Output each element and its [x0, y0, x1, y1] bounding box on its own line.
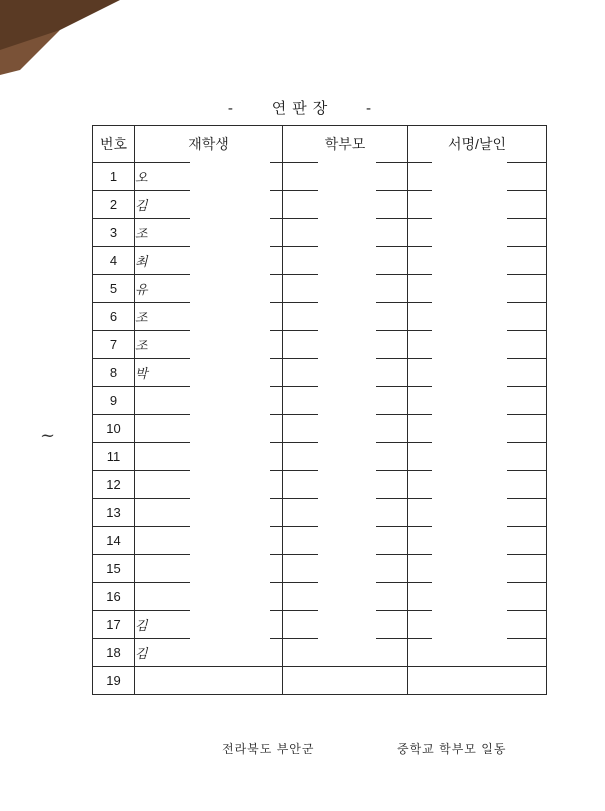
title-text: 연판장 [271, 99, 334, 117]
row-student: 조 [135, 331, 283, 359]
row-number: 9 [93, 387, 135, 415]
row-number: 4 [93, 247, 135, 275]
row-number: 16 [93, 583, 135, 611]
footer-signatories: 중학교 학부모 일동 [397, 742, 507, 756]
row-student: 김 [135, 639, 283, 667]
row-number: 7 [93, 331, 135, 359]
header-student: 재학생 [135, 126, 283, 163]
row-number: 8 [93, 359, 135, 387]
row-number: 17 [93, 611, 135, 639]
row-student: 박 [135, 359, 283, 387]
row-student: 조 [135, 219, 283, 247]
row-number: 14 [93, 527, 135, 555]
table-row [93, 667, 547, 695]
footer-region: 전라북도 부안군 [222, 742, 315, 756]
row-parent [283, 667, 408, 695]
row-number: 5 [93, 275, 135, 303]
table-header-row [93, 126, 547, 163]
redaction-signature [432, 162, 507, 660]
row-student: 김 [135, 191, 283, 219]
document-title: - 연판장 - [227, 99, 378, 117]
row-student [135, 667, 283, 695]
row-number: 12 [93, 471, 135, 499]
row-number: 2 [93, 191, 135, 219]
row-number: 19 [93, 667, 135, 695]
row-number: 18 [93, 639, 135, 667]
row-student: 유 [135, 275, 283, 303]
header-signature: 서명/날인 [408, 126, 547, 163]
row-number: 1 [93, 163, 135, 191]
header-parent: 학부모 [283, 126, 408, 163]
row-number: 15 [93, 555, 135, 583]
row-student: 오 [135, 163, 283, 191]
redaction-student [190, 162, 270, 660]
row-number: 13 [93, 499, 135, 527]
row-student: 김 [135, 611, 283, 639]
row-number: 11 [93, 443, 135, 471]
margin-handwriting: ~ [40, 425, 56, 446]
row-student: 조 [135, 303, 283, 331]
row-number: 10 [93, 415, 135, 443]
row-signature [408, 667, 547, 695]
header-number: 번호 [93, 126, 135, 163]
row-number: 3 [93, 219, 135, 247]
row-student: 최 [135, 247, 283, 275]
redaction-parent [318, 162, 376, 660]
row-number: 6 [93, 303, 135, 331]
